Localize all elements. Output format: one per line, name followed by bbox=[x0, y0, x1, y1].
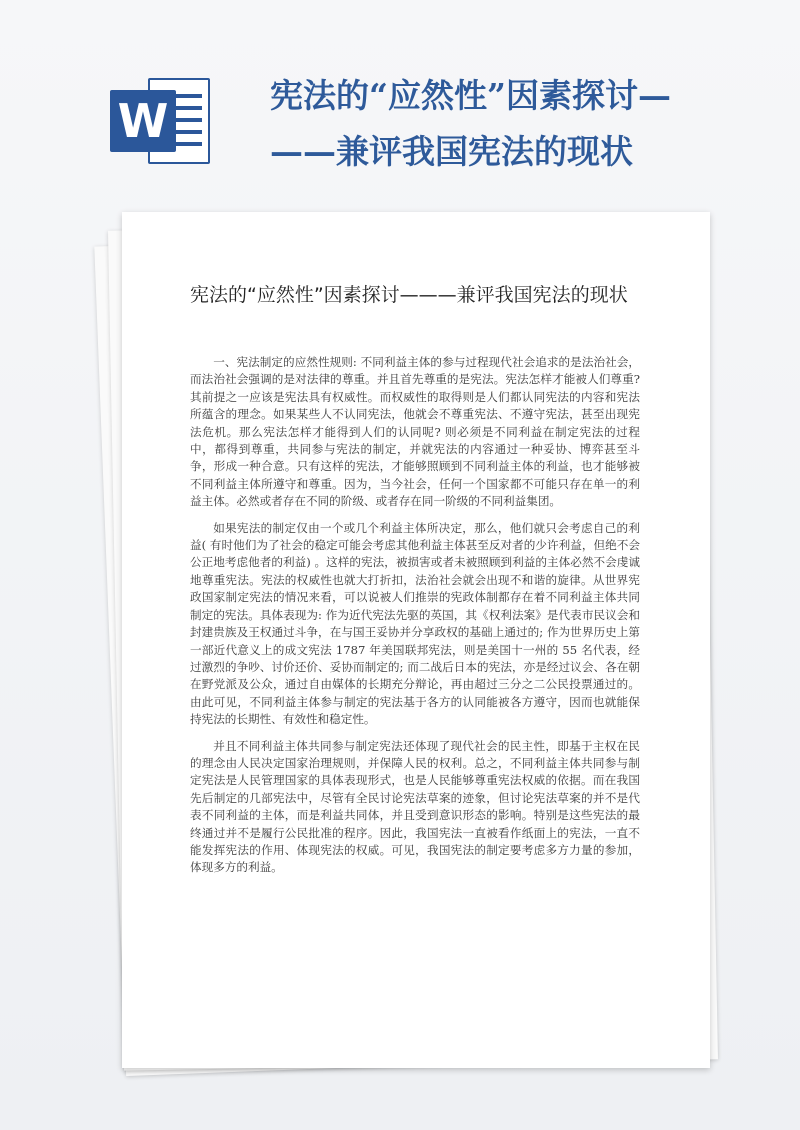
paragraph-1: 一、宪法制定的应然性规则: 不同利益主体的参与过程现代社会追求的是法治社会，而法治社会强调的是对法律的尊重。并且首先尊重的是宪法。宪法怎样才能被人们尊重? 其前提之一应该是宪法具有权威性。而权威性的取得则是人们都认同宪法的内容和宪法所蕴含的理念。如果某些人不认同宪法，他就会不尊重宪法、不遵守宪法，甚至出现宪法危机。那么宪法怎样才能得到人们的认同呢? 则必须是不同利益在制定宪法的过程中，都得到尊重，共同参与宪法的制定，并就宪法的内容通过一种妥协、博弈甚至斗争，形成一种合意。只有这样的宪法，才能够照顾到不同利益主体的利益，也才能够被不同利益主体所遵守和尊重。因为，当今社会，任何一个国家都不可能只存在单一的利益主体。必然或者存在不同的阶级、或者存在同一阶级的不同利益集团。 bbox=[190, 355, 640, 509]
paragraph-3: 并且不同利益主体共同参与制定宪法还体现了现代社会的民主性，即基于主权在民的理念由人民决定国家治理规则，并保障人民的权利。总之，不同利益主体共同参与制定宪法是人民管理国家的具体表现形式，也是人民能够尊重宪法权威的依据。而在我国先后制定的几部宪法中，尽管有全民讨论宪法草案的迹象，但讨论宪法草案的并不是代表不同利益的主体，而是利益共同体，并且受到意识形态的影响。特别是这些宪法的最终通过并不是履行公民批准的程序。因此，我国宪法一直被看作纸面上的宪法，一直不能发挥宪法的作用、体现宪法的权威。可见，我国宪法的制定要考虑多方力量的参加，体现多方的利益。 bbox=[190, 738, 640, 875]
paragraph-2: 如果宪法的制定仅由一个或几个利益主体所决定，那么，他们就只会考虑自己的利益( 有时他们为了社会的稳定可能会考虑其他利益主体甚至反对者的少许利益，但绝不会公正地考虑他者的利益) 。这样的宪法，被损害或者未被照顾到利益的主体必然不会虔诚地尊重宪法。宪法的权威性也就大打折扣，法治社会就会出现不和谐的旋律。从世界宪政国家制定宪法的情况来看，可以说被人们推崇的宪政体制都存在着不同利益主体共同制定的宪法。具体表现为: 作为近代宪法先驱的英国，其《权利法案》是代表市民议会和封建贵族及王权通过斗争，在与国王妥协并分享政权的基础上通过的; 作为世界历史上第一部近代意义上的成文宪法 1787 年美国联邦宪法，则是美国十一州的 55 名代表，经过激烈的争吵、讨价还价、妥协而制定的; 而二战后日本的宪法，亦是经过议会、各在朝在野党派及公众，通过自由媒体的长期充分辩论，再由超过三分之二公民投票通过的。由此可见，不同利益主体参与制定的宪法基于各方的认同能被各方遵守，因而也就能保持宪法的长期性、有效性和稳定性。 bbox=[190, 520, 640, 727]
banner-title bbox=[270, 68, 710, 180]
document-body bbox=[190, 354, 640, 886]
document-page bbox=[122, 212, 710, 1068]
banner-title-line1: 宪法的“应然性”因素探讨— bbox=[270, 76, 671, 115]
word-letter-badge: W bbox=[110, 90, 176, 152]
document-title: 宪法的“应然性”因素探讨———兼评我国宪法的现状 bbox=[190, 284, 628, 306]
word-document-icon bbox=[110, 78, 210, 164]
banner-title-line2: ——兼评我国宪法的现状 bbox=[270, 132, 633, 171]
